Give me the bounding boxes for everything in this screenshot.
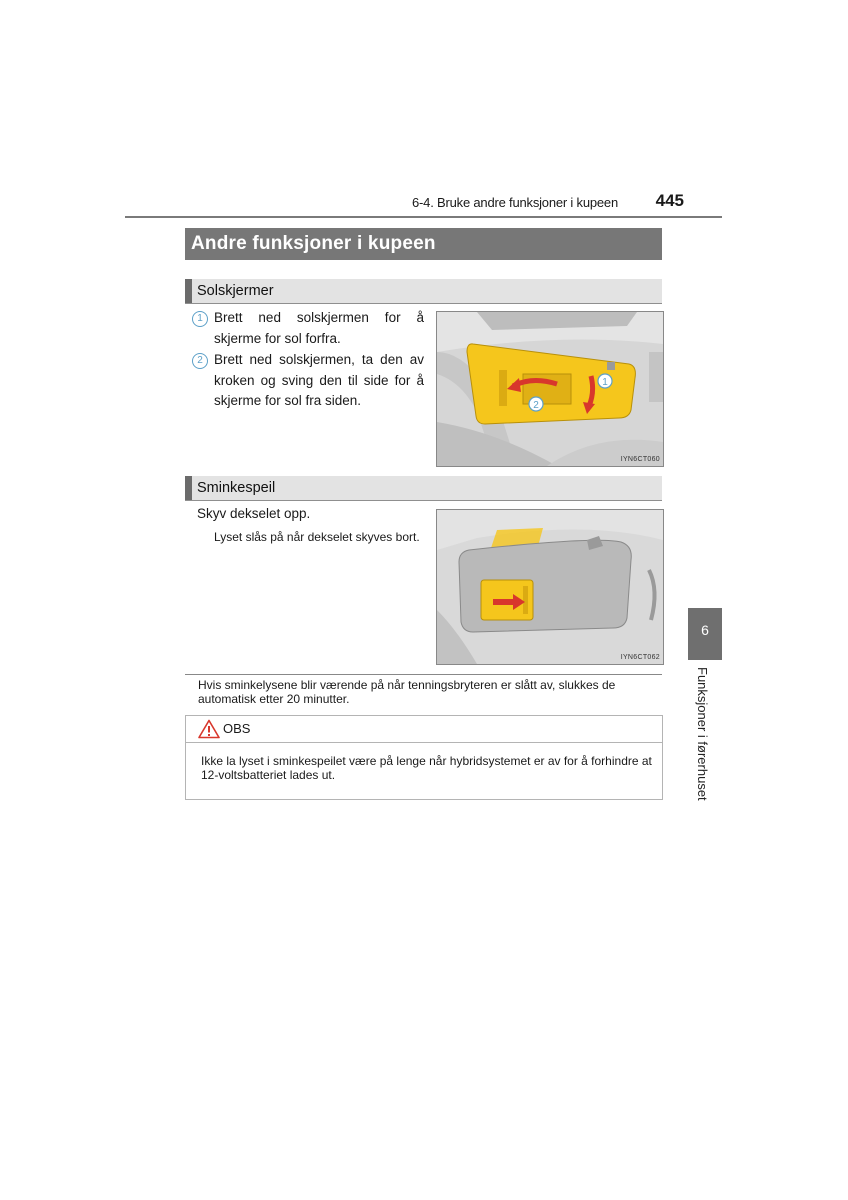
figure-code: IYN6CT062 [620,654,660,661]
chapter-number: 6 [701,622,709,638]
figure-marker-2: 2 [533,400,539,411]
page-title: Andre funksjoner i kupeen [191,233,436,254]
section-heading-sun-visors [185,279,662,303]
step-marker-1: 1 [192,311,208,327]
sun-visor-illustration [436,311,664,467]
page-title-bar [185,228,662,260]
page-number: 445 [655,191,684,210]
section-accent [185,279,192,303]
running-header: 6-4. Bruke andre funksjoner i kupeen [412,195,618,210]
vanity-instruction: Skyv dekselet opp. [197,506,311,521]
vanity-mirror-illustration [436,509,664,665]
figure-marker-1: 1 [602,377,608,388]
figure-code: IYN6CT060 [620,456,660,463]
note-text: Hvis sminkelysene blir værende på når tenningsbryteren er slått av, slukkes de automatisk etter 20 minutter. [198,678,616,706]
chapter-label: Funksjoner i førerhuset [695,667,710,801]
sun-visor-drawing [437,312,663,466]
note-rule [185,674,662,675]
section-title: Sminkespeil [197,480,276,496]
chapter-tab [688,608,722,660]
section-rule [185,303,662,304]
vanity-mirror-drawing [437,510,663,664]
section-heading-vanity-mirror [185,476,662,500]
caution-box [185,715,663,800]
section-title: Solskjermer [197,283,274,299]
step-text-2: Brett ned solskjermen, ta den av kroken og sving den til side for å skjerme for sol fra siden. [214,352,424,408]
caution-header [186,716,662,743]
warning-triangle-icon [198,719,220,739]
caution-text: Ikke la lyset i sminkespeilet være på lenge når hybridsystemet er av for å forhindre at 12-voltsbatteriet lades ut. [201,754,652,782]
step-marker-2: 2 [192,353,208,369]
section-accent [185,476,192,500]
caution-title: OBS [223,721,251,736]
step-text-1: Brett ned solskjermen for å skjerme for sol forfra. [214,310,424,346]
header-rule [125,216,722,218]
vanity-sub-instruction: Lyset slås på når dekselet skyves bort. [214,530,420,544]
section-rule [185,500,662,501]
